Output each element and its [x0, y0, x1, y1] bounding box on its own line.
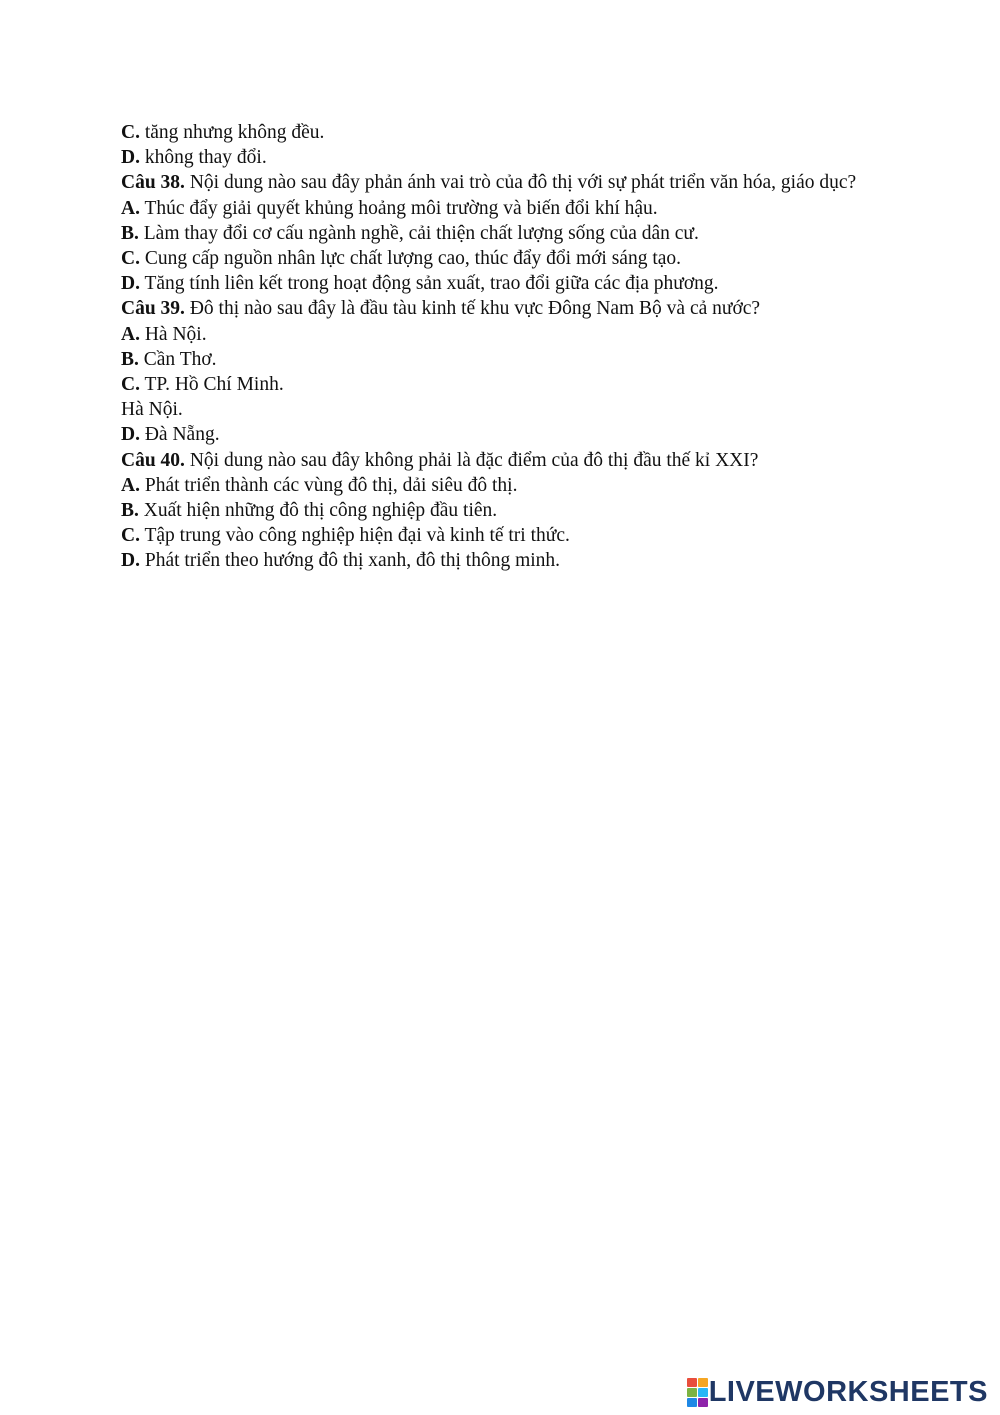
option-text: Tăng tính liên kết trong hoạt động sản xuất, trao đổi giữa các địa phương.: [139, 273, 719, 295]
question-text: Đô thị nào sau đây là đầu tàu kinh tế khu vực Đông Nam Bộ và cả nước?: [184, 298, 761, 320]
line: [121, 271, 881, 296]
line: [121, 372, 881, 397]
line: [121, 145, 881, 170]
line: [121, 322, 881, 347]
option-label: B.: [121, 222, 139, 244]
option-text: Hà Nội.: [139, 323, 207, 345]
option-label: C.: [121, 248, 140, 270]
option-label: A.: [121, 197, 140, 219]
option-label: C.: [121, 122, 140, 143]
option-label: B.: [121, 348, 139, 370]
option-text: Làm thay đổi cơ cấu ngành nghề, cải thiện chất lượng sống của dân cư.: [138, 222, 699, 244]
logo-text: LIVEWORKSHEETS: [708, 1375, 988, 1408]
logo-block: [698, 1398, 708, 1407]
option-label: C.: [121, 374, 140, 396]
question-text: Nội dung nào sau đây không phải là đặc điểm của đô thị đầu thế kỉ XXI?: [184, 449, 759, 471]
question-label: Câu 40.: [121, 449, 185, 471]
line: [121, 422, 881, 447]
line: [121, 498, 881, 523]
worksheet-content: [121, 120, 881, 574]
option-text: Phát triển thành các vùng đô thị, dải siêu đô thị.: [139, 474, 518, 496]
option-label: B.: [121, 500, 139, 522]
option-text: Tập trung vào công nghiệp hiện đại và kinh tế tri thức.: [139, 525, 570, 547]
line: [121, 347, 881, 372]
option-text: Đà Nẵng.: [139, 424, 220, 446]
question-39: [121, 296, 881, 321]
logo-block: [698, 1378, 708, 1387]
line: [121, 246, 881, 271]
option-text: Xuất hiện những đô thị công nghiệp đầu tiên.: [138, 500, 498, 522]
option-label: D.: [121, 550, 140, 572]
question-label: Câu 38.: [121, 172, 185, 194]
option-text: không thay đổi.: [139, 147, 267, 169]
liveworksheets-logo[interactable]: [687, 1374, 988, 1410]
liveworksheets-logo-icon: [687, 1378, 707, 1406]
option-label: D.: [121, 147, 140, 169]
option-text: Cần Thơ.: [138, 348, 217, 370]
line: [121, 548, 881, 573]
option-text: Thúc đẩy giải quyết khủng hoảng môi trường và biến đổi khí hậu.: [139, 197, 658, 219]
line: [121, 120, 881, 145]
question-40: [121, 448, 881, 473]
option-text: Phát triển theo hướng đô thị xanh, đô thị thông minh.: [139, 550, 561, 572]
logo-block: [687, 1378, 697, 1387]
line: [121, 523, 881, 548]
option-label: C.: [121, 525, 140, 547]
option-text: tăng nhưng không đều.: [139, 122, 325, 143]
question-label: Câu 39.: [121, 298, 185, 320]
question-text: Nội dung nào sau đây phản ánh vai trò của đô thị với sự phát triển văn hóa, giáo dục?: [184, 172, 857, 194]
option-label: D.: [121, 273, 140, 295]
logo-block: [687, 1398, 697, 1407]
option-label: D.: [121, 424, 140, 446]
question-38: [121, 170, 881, 195]
line: [121, 221, 881, 246]
option-text: Cung cấp nguồn nhân lực chất lượng cao, thúc đẩy đổi mới sáng tạo.: [139, 248, 682, 270]
line: [121, 397, 881, 422]
logo-block: [687, 1388, 697, 1397]
line: [121, 196, 881, 221]
option-label: A.: [121, 474, 140, 496]
option-text: Hà Nội.: [121, 399, 183, 421]
option-label: A.: [121, 323, 140, 345]
option-text: TP. Hồ Chí Minh.: [139, 374, 284, 396]
logo-block: [698, 1388, 708, 1397]
line: [121, 473, 881, 498]
